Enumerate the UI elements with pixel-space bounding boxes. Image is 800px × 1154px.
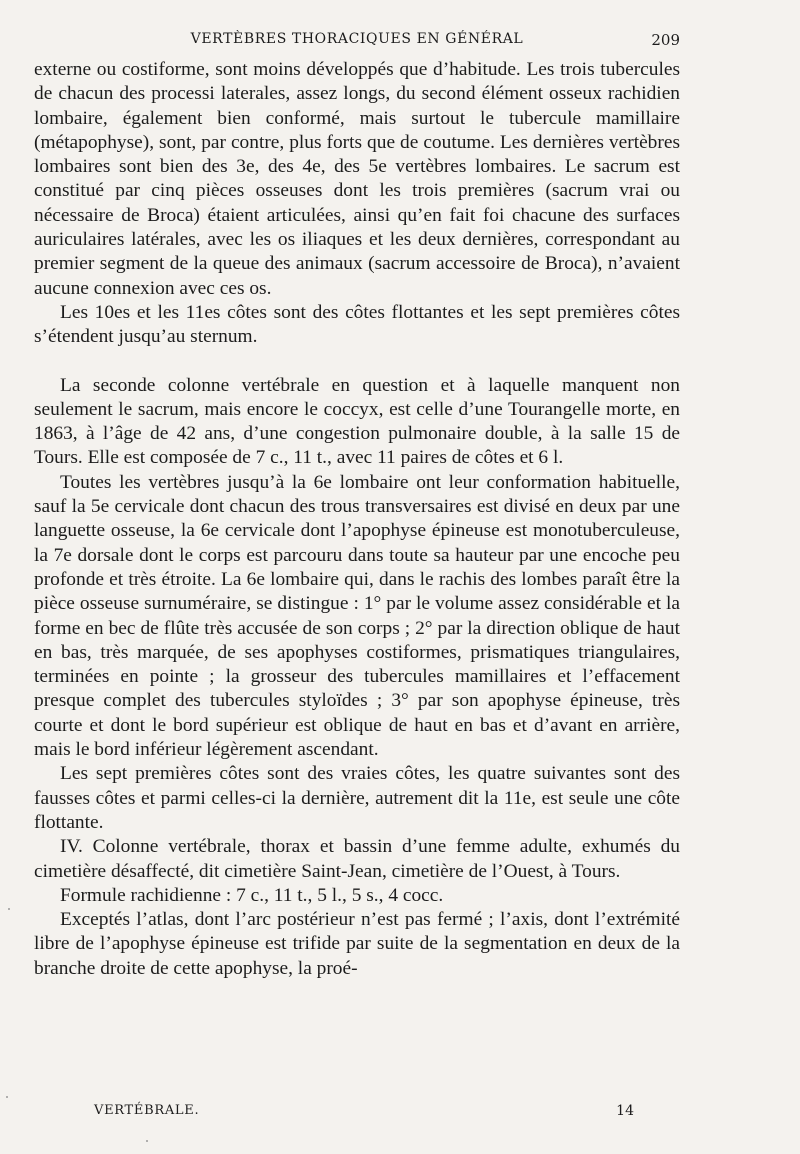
- running-title: VERTÈBRES THORACIQUES EN GÉNÉRAL: [190, 31, 524, 47]
- page-footer: [94, 1103, 634, 1125]
- paragraph-spinal-formula: Formule rachidienne : 7 c., 11 t., 5 l., 5 s., 4 cocc.: [60, 884, 444, 906]
- paragraph-atlas-axis: Exceptés l’atlas, dont l’arc postérieur n’est pas fermé ; l’axis, dont l’extrémité libre de l’apophyse épineuse est trifide par suite de la segmentation en deux de la branche droite de cette apophyse, la proé-: [34, 909, 680, 979]
- sheet-number: 14: [616, 1103, 634, 1119]
- signature-mark: VERTÉBRALE.: [94, 1103, 200, 1118]
- paragraph-floating-ribs: Les 10es et les 11es côtes sont des côtes flottantes et les sept premières côtes s’étendent jusqu’au sternum.: [34, 301, 680, 348]
- paragraph-true-false-ribs: Les sept premières côtes sont des vraies côtes, les quatre suivantes sont des fausses côtes et parmi celles-ci la dernière, autrement dit la 11e, est seule une côte flottante.: [34, 763, 680, 833]
- paragraph-second-column: La seconde colonne vertébrale en question et à laquelle manquent non seulement le sacrum, mais encore le coccyx, est celle d’une Tourangelle morte, en 1863, à l’âge de 42 ans, d’une congestion pulmonaire double, à la salle 15 de Tours. Elle est composée de 7 c., 11 t., avec 11 paires de côtes et 6 l.: [34, 374, 680, 469]
- page-number: 209: [651, 31, 680, 49]
- body-text: [34, 58, 680, 981]
- running-header: [34, 29, 680, 51]
- paper-speck: [146, 1140, 148, 1142]
- paragraph-section-iv: IV. Colonne vertébrale, thorax et bassin d’une femme adulte, exhumés du cimetière désaffecté, dit cimetière Saint-Jean, cimetière de l’Ouest, à Tours.: [34, 836, 680, 882]
- section-break: [34, 350, 680, 374]
- paragraph-lumbar-sacrum: externe ou costiforme, sont moins développés que d’habitude. Les trois tubercules de chacun des processi laterales, assez longs, du second élément osseux rachidien lombaire, également bien conformé, mais surtout le tubercule mamillaire (métapophyse), sont, par contre, plus forts que de coutume. Les dernières vertèbres lombaires sont bien des 3e, des 4e, des 5e vertèbres lombaires. Le sacrum est constitué par cinq pièces osseuses dont les trois premières (sacrum vrai ou nécessaire de Broca) étaient articulées, ainsi qu’en fait foi chacune des surfaces auriculaires latérales, avec les os iliaques et les deux dernières, correspondant au premier segment de la queue des animaux (sacrum accessoire de Broca), n’avaient aucune connexion avec ces os.: [34, 59, 680, 299]
- paper-speck: [6, 1096, 8, 1098]
- paper-speck: [8, 908, 10, 910]
- paragraph-vertebrae-conformation: Toutes les vertèbres jusqu’à la 6e lombaire ont leur conformation habituelle, sauf la 5e cervicale dont chacun des trous transversaires est divisé en deux par une languette osseuse, la 6e cervicale dont l’apophyse épineuse est monotuberculeuse, la 7e dorsale dont le corps est parcouru dans toute sa hauteur par une encoche peu profonde et très étroite. La 6e lombaire qui, dans le rachis des lombes paraît être la pièce osseuse surnuméraire, se distingue : 1° par le volume assez considérable et la forme en bec de flûte très accusée de son corps ; 2° par la direction oblique de haut en bas, très marquée, de ses apophyses costiformes, prismatiques triangulaires, terminées en pointe ; la grosseur des tubercules mamillaires et l’effacement presque complet des tubercules styloïdes ; 3° par son apophyse épineuse, très courte et dont le bord supérieur est oblique de haut en bas et d’avant en arrière, mais le bord inférieur légèrement ascendant.: [34, 471, 680, 761]
